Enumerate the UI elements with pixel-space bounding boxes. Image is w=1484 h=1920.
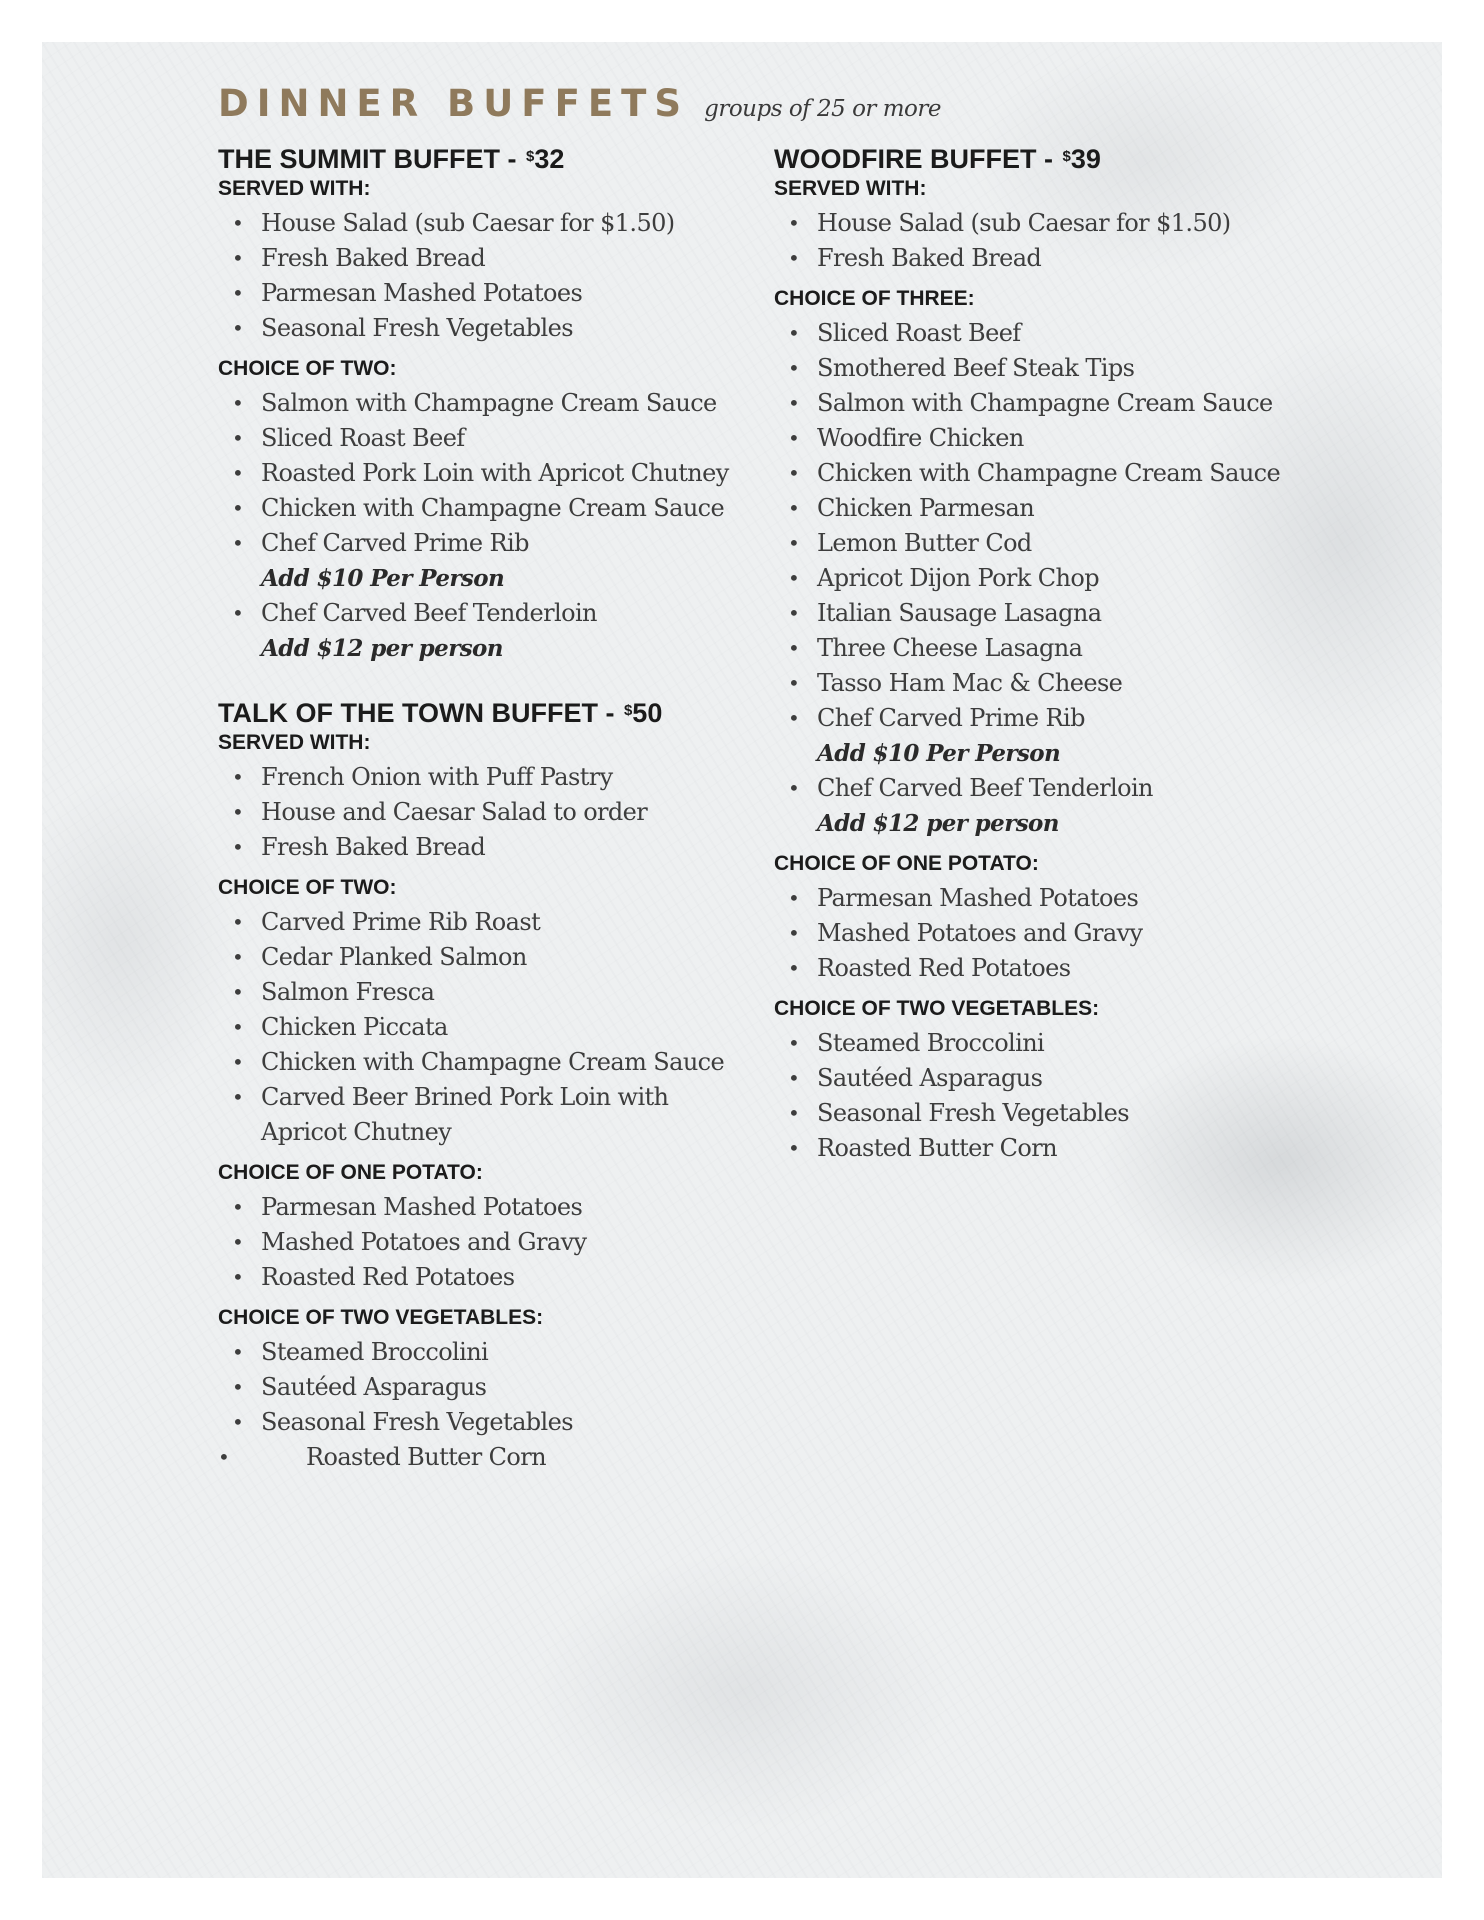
town-buffet [218,696,738,1475]
bullet-icon: • [788,1031,800,1055]
currency-symbol: $ [525,148,535,165]
bullet-icon: • [232,426,244,450]
item-text: Three Cheese Lasagna [817,634,1083,662]
addon-price: Add $10 Per Person [261,565,505,592]
section-title: SERVED WITH: [218,177,371,200]
page-title: DINNER BUFFETS [218,82,690,125]
bullet-icon: • [788,886,800,910]
served-list [218,206,738,346]
item-text: Tasso Ham Mac & Cheese [817,669,1123,697]
served-with-section [218,176,738,346]
bullet-icon: • [788,636,800,660]
bullet-icon: • [232,496,244,520]
served-list [218,760,738,865]
bullet-icon: • [232,1050,244,1074]
list-item [774,491,1334,526]
section-title: CHOICE OF THREE: [774,287,975,310]
bullet-icon: • [788,461,800,485]
item-text: Seasonal Fresh Vegetables [261,1408,573,1436]
choice-list [774,316,1334,841]
buffet-name-text: TALK OF THE TOWN BUFFET - [218,698,622,728]
potato-list [218,1190,738,1295]
item-text: Apricot Dijon Pork Chop [817,564,1100,592]
section-title: SERVED WITH: [774,177,927,200]
potato-section [774,851,1334,986]
item-text: French Onion with Puff Pastry [261,763,613,791]
potato-list [774,881,1334,986]
bullet-icon: • [232,316,244,340]
list-item [218,596,738,666]
served-with-section [774,176,1334,276]
item-text: Roasted Red Potatoes [261,1263,515,1291]
bullet-icon: • [232,281,244,305]
bullet-icon: • [788,356,800,380]
bullet-icon: • [232,945,244,969]
bullet-icon: • [232,1375,244,1399]
list-item [774,351,1334,386]
item-text: Chicken Piccata [261,1013,448,1041]
bullet-icon: • [232,1230,244,1254]
section-title: CHOICE OF TWO VEGETABLES: [774,997,1100,1020]
item-text: Steamed Broccolini [261,1338,489,1366]
list-item [218,760,738,795]
item-text: Chef Carved Beef Tenderloin [817,774,1153,802]
list-item [774,951,1334,986]
bullet-icon: • [232,211,244,235]
page-header [218,82,941,125]
item-text: Roasted Butter Corn [817,1134,1058,1162]
buffet-name [774,142,1334,176]
item-text: Parmesan Mashed Potatoes [261,279,583,307]
bullet-icon: • [232,531,244,555]
list-item [218,526,738,596]
item-text: Chef Carved Prime Rib [261,529,529,557]
addon-price: Add $12 per person [261,635,503,662]
item-text: Mashed Potatoes and Gravy [817,919,1143,947]
section-title: CHOICE OF ONE POTATO: [218,1161,483,1184]
item-text: House Salad (sub Caesar for $1.50) [261,209,675,237]
choice-list [218,905,738,1150]
bullet-icon: • [788,671,800,695]
list-item [218,386,738,421]
potato-section [218,1160,738,1295]
summit-buffet [218,142,738,666]
served-list [774,206,1334,276]
choice-section [218,875,738,1150]
item-text: Seasonal Fresh Vegetables [261,314,573,342]
bullet-icon: • [788,921,800,945]
list-item [218,206,738,241]
section-title: CHOICE OF TWO: [218,357,397,380]
bullet-icon: • [788,706,800,730]
list-item [218,456,738,491]
choice-section [218,356,738,666]
bullet-icon: • [788,391,800,415]
buffet-name-text: THE SUMMIT BUFFET - [218,144,524,174]
vegetable-list [774,1026,1334,1166]
list-item [218,1010,738,1045]
item-text: Cedar Planked Salmon [261,943,527,971]
item-text: Salmon with Champagne Cream Sauce [261,389,717,417]
list-item [218,1440,738,1475]
served-with-section [218,730,738,865]
bullet-icon: • [788,321,800,345]
item-text: Fresh Baked Bread [817,244,1042,272]
buffet-price: 50 [632,698,663,728]
bullet-icon: • [232,765,244,789]
list-item [774,561,1334,596]
list-item [218,241,738,276]
item-text: Sautéed Asparagus [261,1373,487,1401]
buffet-price: 39 [1070,144,1101,174]
item-text: Sliced Roast Beef [817,319,1021,347]
bullet-icon: • [232,910,244,934]
list-item [218,1405,738,1440]
buffet-price: 32 [534,144,565,174]
left-column [218,142,738,1505]
list-item [218,1335,738,1370]
bullet-icon: • [232,1085,244,1109]
list-item [774,1026,1334,1061]
right-column [774,142,1334,1196]
item-text: Carved Beer Brined Pork Loin with Apricot Chutney [261,1083,669,1146]
list-item [774,456,1334,491]
list-item [774,206,1334,241]
item-text: Salmon Fresca [261,978,435,1006]
section-title: CHOICE OF ONE POTATO: [774,852,1039,875]
item-text: Carved Prime Rib Roast [261,908,541,936]
list-item [218,491,738,526]
bullet-icon: • [232,461,244,485]
bullet-icon: • [232,980,244,1004]
item-text: Chef Carved Beef Tenderloin [261,599,597,627]
bullet-icon: • [788,601,800,625]
bullet-icon: • [232,800,244,824]
bullet-icon: • [788,1101,800,1125]
list-item [774,241,1334,276]
list-item [218,1080,681,1150]
list-item [774,916,1334,951]
bullet-icon: • [232,601,244,625]
list-item [218,975,738,1010]
item-text: Seasonal Fresh Vegetables [817,1099,1129,1127]
section-title: CHOICE OF TWO: [218,876,397,899]
item-text: Smothered Beef Steak Tips [817,354,1135,382]
item-text: Chicken with Champagne Cream Sauce [261,1048,725,1076]
bullet-icon: • [788,1136,800,1160]
bullet-icon: • [788,1066,800,1090]
list-item [218,311,738,346]
list-item [774,881,1334,916]
bullet-icon: • [232,1265,244,1289]
list-item [774,421,1334,456]
list-item [774,701,1334,771]
list-item [218,905,738,940]
list-item [218,940,738,975]
list-item [218,830,738,865]
bullet-icon: • [788,776,800,800]
bullet-icon: • [788,956,800,980]
list-item [774,596,1334,631]
item-text: Mashed Potatoes and Gravy [261,1228,587,1256]
item-text: Sliced Roast Beef [261,424,465,452]
list-item [774,386,1334,421]
item-text: House and Caesar Salad to order [261,798,648,826]
item-text: Roasted Pork Loin with Apricot Chutney [261,459,729,487]
bullet-icon: • [232,1410,244,1434]
bullet-icon: • [232,1340,244,1364]
item-text: Fresh Baked Bread [261,244,486,272]
item-text: Roasted Butter Corn [306,1443,547,1471]
list-item [774,1131,1334,1166]
addon-price: Add $12 per person [817,810,1059,837]
buffet-name [218,696,738,730]
list-item [218,1370,738,1405]
item-text: Chef Carved Prime Rib [817,704,1085,732]
item-text: Chicken with Champagne Cream Sauce [817,459,1281,487]
section-title: CHOICE OF TWO VEGETABLES: [218,1306,544,1329]
page-subtitle: groups of 25 or more [704,96,941,122]
list-item [218,1045,738,1080]
choice-section [774,286,1334,841]
list-item [218,1260,738,1295]
bullet-icon: • [788,246,800,270]
item-text: Salmon with Champagne Cream Sauce [817,389,1273,417]
item-text: Lemon Butter Cod [817,529,1032,557]
section-title: SERVED WITH: [218,731,371,754]
item-text: Italian Sausage Lasagna [817,599,1102,627]
bullet-icon: • [788,496,800,520]
buffet-name [218,142,738,176]
currency-symbol: $ [1062,148,1071,165]
vegetable-list [218,1335,738,1475]
buffet-name-text: WOODFIRE BUFFET - [774,144,1061,174]
item-text: Steamed Broccolini [817,1029,1045,1057]
list-item [774,1061,1334,1096]
currency-symbol: $ [623,702,633,719]
list-item [774,1096,1334,1131]
list-item [774,316,1334,351]
item-text: Parmesan Mashed Potatoes [817,884,1139,912]
item-text: Sautéed Asparagus [817,1064,1043,1092]
item-text: Chicken Parmesan [817,494,1035,522]
bullet-icon: • [788,566,800,590]
item-text: House Salad (sub Caesar for $1.50) [817,209,1231,237]
item-text: Chicken with Champagne Cream Sauce [261,494,725,522]
list-item [218,1190,738,1225]
choice-list [218,386,738,666]
vegetable-section [774,996,1334,1166]
bullet-icon: • [788,211,800,235]
bullet-icon: • [232,391,244,415]
item-text: Roasted Red Potatoes [817,954,1071,982]
vegetable-section [218,1305,738,1475]
list-item [774,771,1334,841]
bullet-icon: • [232,246,244,270]
addon-price: Add $10 Per Person [817,740,1061,767]
woodfire-buffet [774,142,1334,1166]
bullet-icon: • [788,426,800,450]
bullet-icon: • [788,531,800,555]
bullet-icon: • [232,1015,244,1039]
item-text: Woodfire Chicken [817,424,1024,452]
list-item [218,1225,738,1260]
list-item [774,666,1334,701]
item-text: Fresh Baked Bread [261,833,486,861]
list-item [218,421,738,456]
list-item [774,631,1334,666]
list-item [218,795,738,830]
item-text: Parmesan Mashed Potatoes [261,1193,583,1221]
bullet-icon: • [232,835,244,859]
bullet-icon: • [218,1445,230,1469]
list-item [774,526,1334,561]
list-item [218,276,738,311]
bullet-icon: • [232,1195,244,1219]
